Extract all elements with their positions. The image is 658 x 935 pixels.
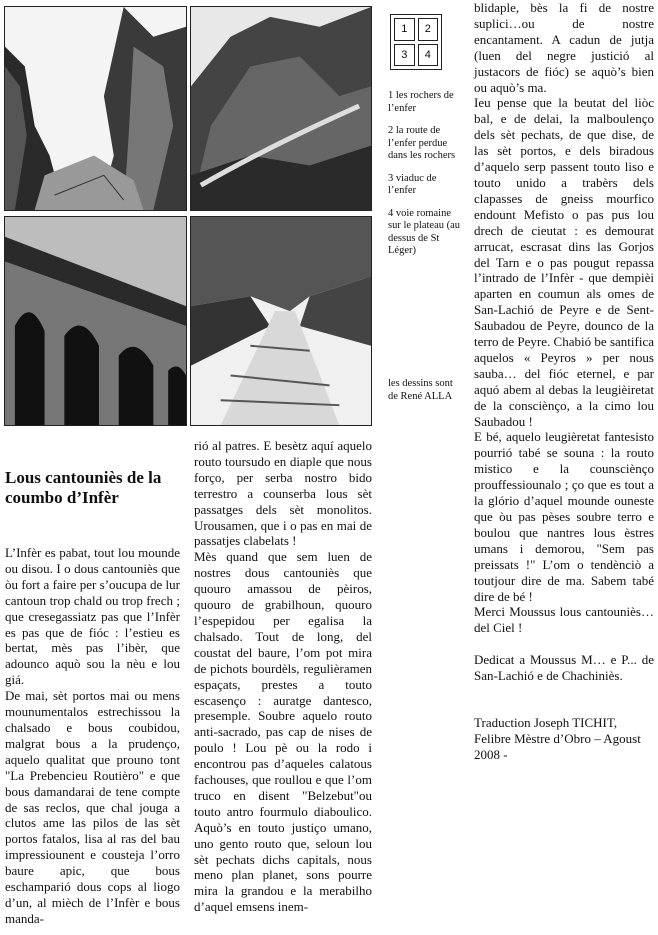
grid-cell-4: 4 [418,44,439,67]
text-column-1 [5,545,180,927]
paragraph: rió al patres. E besètz aquí aquelo routo toursudo en diaple que nous forço, per serba nostro bido terrestro a counserba lous sèt passatges dels sèt monolitos. Urousamen, que i o pas en mai de passatjes clabelats ! [194,438,372,549]
caption-1: 1 les rochers de l’enfer [388,90,454,114]
drawing-captions [388,90,460,268]
paragraph: Merci Moussus lous cantouniès… del Ciel ! [474,604,654,636]
translation-credit: Traduction Joseph TICHIT, Felibre Mèstre d’Obro – Agoust 2008 - [474,714,641,762]
dedication: Dedicat a Moussus M… e P... de San-Lachió e de Chachiniès. [474,652,654,684]
paragraph: Mès quand que sem luen de nostres dous cantouniès que quouro amassou de pèiros, quouro de grabilhoun, quouro l’espepidou per egalisa la chalsado. Tout de long, del coustat del baure, l’om pot mira de pichots bourdèls, regulièramen espaçats, prestes a touto escasenço : auratge dantesco, presemple. Soubre aquelo routo anti-sacrado, pas cap de nises de poulo ! Lou pè ou la rodo i encontrou pas d’aqueles calatous fachouses, que roullou e que l’om truco en disent "Belzebut"ou touto antro fourmulo diaboulico. Aquò’s en touto justiço umano, uno gento routo que, seloun lou sèt pechats dichs capitals, nous meno plan planet, sons pourre mira la grandou e la merabilho d’aquel emsens inem- [194,549,372,915]
drawing-credit: les dessins sont de René ALLA [388,378,453,402]
paragraph: blidaple, bès la fi de nostre suplici…ou de nostre encantament. A cadun de jutja (luen del negre justició al justacors de fióc) se aquò’s bien ou aquò’s ma. [474,0,654,95]
paragraph: E bé, aquelo leugièretat fantesisto pourrió tabé se souna : la routo mistico e la counsciènço prouffessiounalo ; ço que es tout a la glório d’aquel mounde ouneste que òu pas pèses soubre terro e boulou que nantres lous èstres umans i demorou, "Sem pas preissats !" L’om o tendènciò a toutjour dire de ma. Sabem tabé dire de bé ! [474,429,654,604]
caption-2: 2 la route de l’enfer perdue dans les rochers [388,125,456,161]
paragraph: L’Infèr es pabat, tout lou mounde ou disou. I o dous cantouniès que òu fort a faire per s’oucupa de lur cantoun trop chald ou trop frech ; que cresegassiatz pas que l’Infèr es pas que de fióc : l’estieu es bertat, mès pas l’ibèr, que adounco aquò sou la nèu e lou giá. [5,545,180,688]
caption-3: 3 viaduc de l’enfer [388,172,437,196]
grid-cell-1: 1 [394,18,415,41]
caption-4: 4 voie romaine sur le plateau (au dessus de St Léger) [388,207,461,256]
text-column-3 [474,0,654,763]
grid-cell-2: 2 [418,18,439,41]
paragraph: Ieu pense que la beutat del liòc bal, e de delai, la malboulenço dels sèt pechats, de que dise, de las sèt portos, e dels biradous d’aquelo serp passent touto liso e touto unido a trabèrs dels clapasses de gneiss mourfico endount Mefisto o pas pus lou drech de cieutat : es demourat arrucat, escrasat dins las Gorjos del Tarn e o pas pougut repassa l’intrado de l’Infèr - que dempièi aparten en coumun als omes de San-Lachió de Peyre e de Sent-Saubadou de Peyre, dounco de la terro de Peyre. Chabió be santifica aquelos « Peyros » per nous sauba… del fióc eternel, e par aquó abem al debas la leugièiretat de la consciènço, a la cimo lou Saubadou ! [474,95,654,429]
article-title: Lous cantouniès de la coumbo d’Infèr [5,468,162,507]
paragraph: De mai, sèt portos mai ou mens mounumentalos estrechissou la chalsado e bous coubidou, malgrat bous a la prudenço, aquelo qualitat que prouno tont "La Prebencieu Routièro" e que bous damandarai de tene compte de sas reclos, que chal jouga a clutos ame las pilos de las sèt portos fatalos, lisa al ras del bau impressiounent e cousteja l’orro baure apic, que bous eschamparió dous cops al liogo d’un, al mièch de l’Infèr e bous manda- [5,688,180,926]
panel-index-grid [390,14,442,70]
drawing-rochers [4,6,187,211]
text-column-2 [194,438,372,915]
grid-cell-3: 3 [394,44,415,67]
drawing-route-rochers [190,6,372,211]
drawing-voie-romaine [190,216,372,426]
drawing-viaduc [4,216,187,426]
